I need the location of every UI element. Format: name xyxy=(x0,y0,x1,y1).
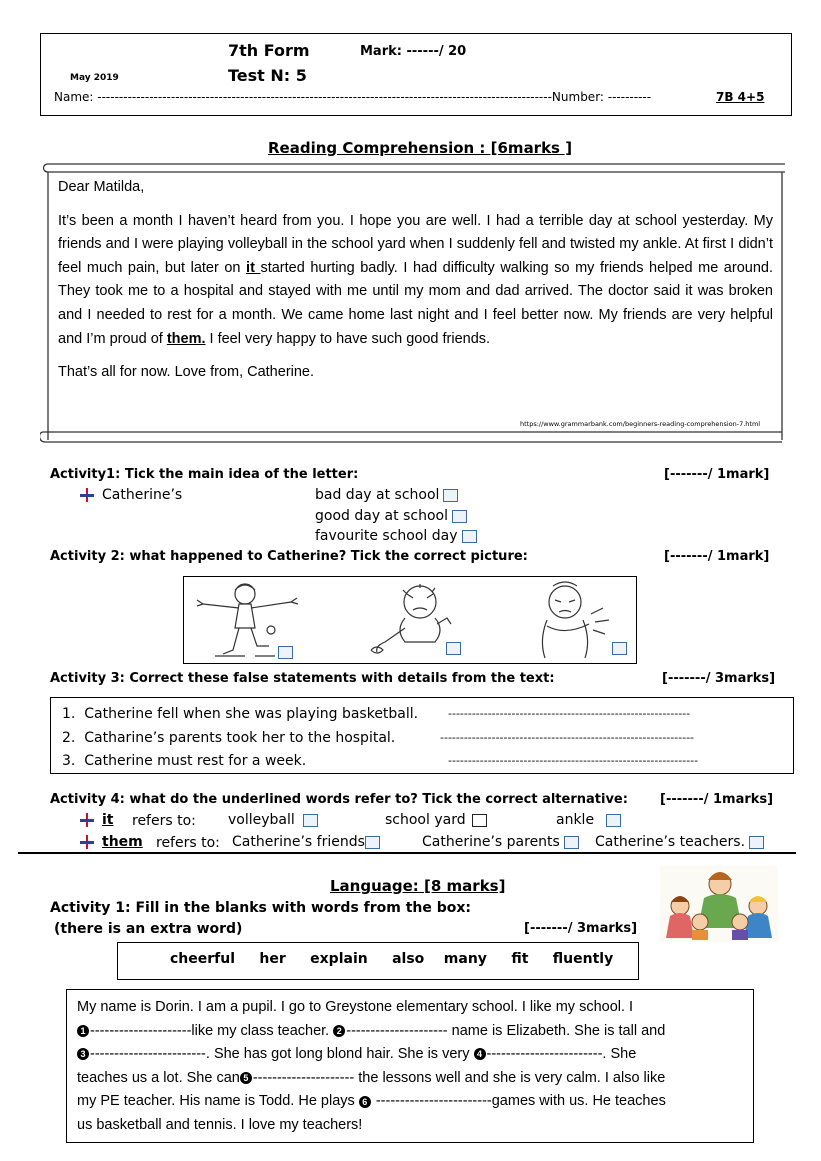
picture3-checkbox[interactable] xyxy=(612,642,627,655)
activity1-option-3[interactable] xyxy=(315,528,477,544)
blank-number-2: 2 xyxy=(333,1025,345,1037)
word-item: cheerful xyxy=(170,951,236,967)
blank-number-5: 5 xyxy=(240,1072,252,1084)
word-item: fit xyxy=(511,951,529,967)
option-text: ankle xyxy=(556,812,595,828)
fill-text-segment: teaches us a lot. She can xyxy=(77,1069,240,1086)
activity1-mark: [-------/ 1mark] xyxy=(664,467,770,482)
reading-title: Reading Comprehension : [6marks ] xyxy=(268,139,573,157)
checkbox[interactable] xyxy=(472,814,487,827)
date-label: May 2019 xyxy=(70,73,119,83)
language-act1-title: Activity 1: Fill in the blanks with words from the box: xyxy=(50,900,472,916)
blank-4[interactable]: ------------------------. She xyxy=(486,1046,637,1063)
activity1-subject xyxy=(80,487,182,503)
blank-2[interactable]: --------------------- name is Elizabeth. She is tall and xyxy=(346,1022,666,1039)
checkbox[interactable] xyxy=(303,814,318,827)
letter-paragraph xyxy=(58,210,773,352)
checkbox[interactable] xyxy=(606,814,621,827)
them-option-3[interactable] xyxy=(595,834,764,850)
section-divider xyxy=(18,852,796,854)
bullet-icon xyxy=(80,488,94,502)
statement-2 xyxy=(62,730,395,746)
picture2-checkbox[interactable] xyxy=(446,642,461,655)
fill-line-2 xyxy=(77,1020,745,1044)
blank-5[interactable]: --------------------- the lessons well and she is very calm. I also like xyxy=(252,1069,666,1086)
option-text: school yard xyxy=(385,812,466,828)
them-option-2[interactable] xyxy=(422,834,579,850)
blank-number-1: 1 xyxy=(77,1025,89,1037)
option-text: bad day at school xyxy=(315,487,440,503)
fill-line-1 xyxy=(77,996,745,1020)
source-url: https://www.grammarbank.com/beginners-reading-comprehension-7.html xyxy=(520,420,761,428)
letter-body xyxy=(58,176,773,385)
fill-text-segment: My name is Dorin. I am a pupil. I go to Greystone elementary school. I like my school. I xyxy=(77,999,634,1015)
checkbox[interactable] xyxy=(462,530,477,543)
statement-num: 1. xyxy=(62,706,76,722)
statement-3 xyxy=(62,753,306,769)
word-item: explain xyxy=(310,951,368,967)
test-label: Test N: 5 xyxy=(228,66,307,85)
activity3-mark: [-------/ 3marks] xyxy=(662,671,776,686)
blank-1[interactable]: ---------------------like my class teacher. xyxy=(90,1022,330,1039)
fill-line-4 xyxy=(77,1067,745,1091)
blank-number-3: 3 xyxy=(77,1048,89,1060)
statement-text: Catharine’s parents took her to the hospital. xyxy=(84,730,396,746)
them-refers: refers to: xyxy=(156,835,220,851)
activity1-option-2[interactable] xyxy=(315,508,467,524)
checkbox[interactable] xyxy=(443,489,458,502)
bullet-icon xyxy=(80,835,94,849)
them-option-1[interactable] xyxy=(232,834,380,850)
answer-line-2[interactable]: ---------------------------------------------------------------- xyxy=(440,731,695,744)
it-refers: refers to: xyxy=(132,813,196,829)
option-text: Catherine’s teachers. xyxy=(595,834,746,850)
activity1-title: Activity1: Tick the main idea of the letter: xyxy=(50,467,359,482)
answer-line-3[interactable]: --------------------------------------------------------------- xyxy=(448,754,699,767)
underlined-them: them. xyxy=(166,330,206,347)
name-line: Name: ---------------------------------------------------------------------------------------------------------Number: ---------- xyxy=(54,90,652,104)
activity4-title: Activity 4: what do the underlined words refer to? Tick the correct alternative: xyxy=(50,792,628,807)
fill-line-3 xyxy=(77,1043,745,1067)
form-label: 7th Form xyxy=(228,41,310,60)
picture1-checkbox[interactable] xyxy=(278,646,293,659)
it-word: it xyxy=(102,812,114,828)
it-option-1[interactable] xyxy=(228,812,318,828)
word-item: many xyxy=(443,951,487,967)
word-item: also xyxy=(392,951,425,967)
language-title: Language: [8 marks] xyxy=(330,877,506,895)
fill-text xyxy=(77,996,745,1138)
them-word: them xyxy=(102,834,143,850)
word-item: fluently xyxy=(552,951,614,967)
picture-shoulder-pain[interactable] xyxy=(525,580,625,660)
statement-1 xyxy=(62,706,418,722)
option-text: favourite school day xyxy=(315,528,458,544)
checkbox[interactable] xyxy=(452,510,467,523)
checkbox[interactable] xyxy=(365,836,380,849)
it-row xyxy=(80,812,114,828)
language-act1-sub: (there is an extra word) xyxy=(54,921,243,937)
word-item: her xyxy=(259,951,286,967)
blank-number-6: 6 xyxy=(359,1096,371,1108)
activity1-option-1[interactable] xyxy=(315,487,458,503)
fill-line-5 xyxy=(77,1090,745,1114)
activity4-mark: [-------/ 1marks] xyxy=(660,792,774,807)
fill-text-segment: my PE teacher. His name is Todd. He plays xyxy=(77,1093,355,1110)
activity2-mark: [-------/ 1mark] xyxy=(664,549,770,564)
letter-text-b: started hurting badly. I had difficulty walking so my friends helped me around. They took me to a hospital and stayed with me until my mom and dad arrived. The doctor said it was broken and I needed to rest for a month. We came home last night and I feel better now. My friends are very helpful and I’m proud of xyxy=(58,259,773,347)
checkbox[interactable] xyxy=(749,836,764,849)
answer-line-1[interactable]: ------------------------------------------------------------- xyxy=(448,707,691,720)
bullet-icon xyxy=(80,813,94,827)
fill-line-6 xyxy=(77,1114,745,1138)
statement-text: Catherine must rest for a week. xyxy=(84,753,307,769)
blank-3[interactable]: ------------------------. She has got long blond hair. She is very xyxy=(90,1046,470,1063)
them-row xyxy=(80,834,143,850)
option-text: Catherine’s parents xyxy=(422,834,560,850)
it-option-2[interactable] xyxy=(385,812,487,828)
statement-num: 3. xyxy=(62,753,76,769)
language-act1-mark: [-------/ 3marks] xyxy=(524,921,638,936)
word-list xyxy=(170,951,613,967)
letter-greeting: Dear Matilda, xyxy=(58,179,145,195)
activity3-title: Activity 3: Correct these false statements with details from the text: xyxy=(50,671,555,686)
underlined-it: it xyxy=(246,259,261,276)
letter-text-c: I feel very happy to have such good friends. xyxy=(205,330,491,347)
blank-6[interactable]: ------------------------games with us. He teaches xyxy=(375,1093,666,1110)
class-code: 7B 4+5 xyxy=(716,90,765,104)
letter-closing: That’s all for now. Love from, Catherine. xyxy=(58,364,315,381)
statement-text: Catherine fell when she was playing basketball. xyxy=(84,706,419,722)
letter-text-a: It’s been a month I haven’t heard from you. I hope you are well. I had a terrible day at school yesterday. My friends and I were playing volleyball in the school yard when I suddenly fell and twisted my ankle. At first I didn’t feel much pain, but later on xyxy=(58,212,773,276)
teachers-picture xyxy=(660,866,778,942)
checkbox[interactable] xyxy=(564,836,579,849)
option-text: good day at school xyxy=(315,508,448,524)
activity1-subject-text: Catherine’s xyxy=(102,487,183,503)
fill-text-segment: us basketball and tennis. I love my teachers! xyxy=(77,1116,363,1133)
blank-number-4: 4 xyxy=(474,1048,486,1060)
option-text: Catherine’s friends xyxy=(232,834,365,850)
activity2-title: Activity 2: what happened to Catherine? Tick the correct picture: xyxy=(50,549,528,564)
it-option-3[interactable] xyxy=(556,812,621,828)
option-text: volleyball xyxy=(228,812,295,828)
mark-label: Mark: ------/ 20 xyxy=(360,44,467,59)
statement-num: 2. xyxy=(62,730,76,746)
